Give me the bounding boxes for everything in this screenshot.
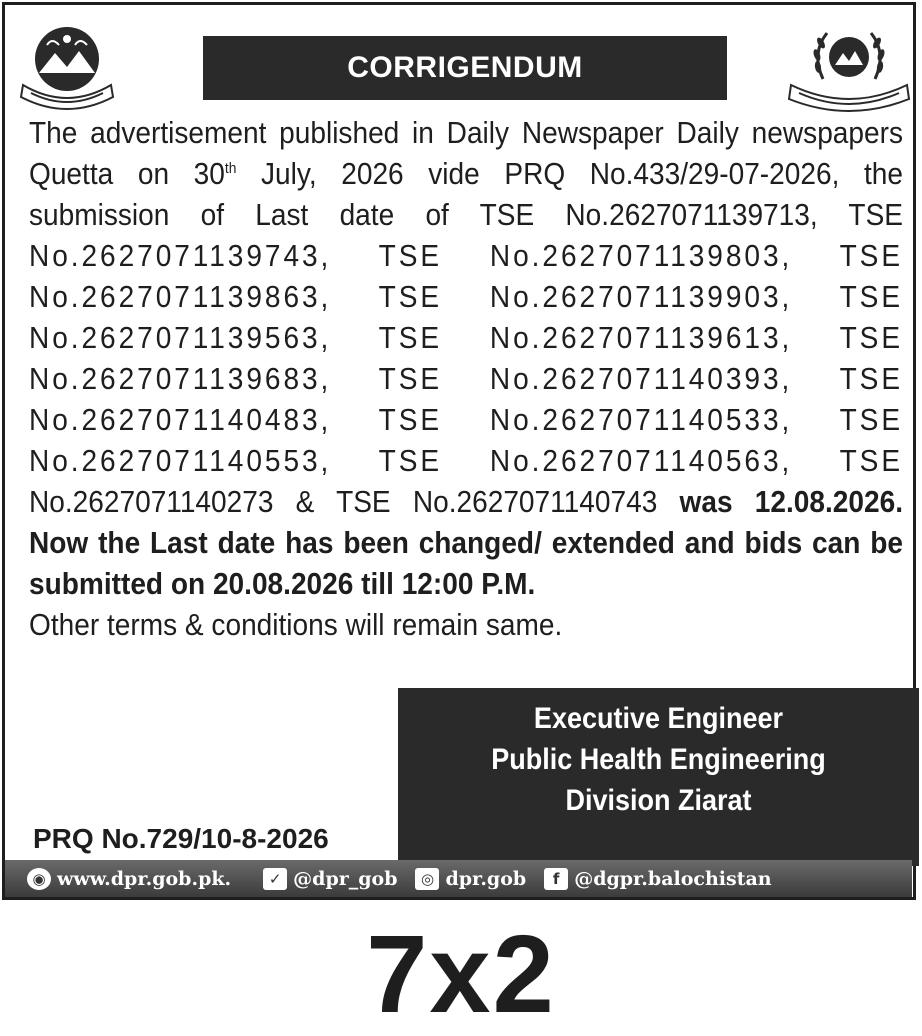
footer-bar xyxy=(5,860,912,897)
dgpr-emblem-logo xyxy=(787,23,911,113)
notice-body xyxy=(29,113,903,646)
signature-title: Executive Engineer xyxy=(533,702,784,735)
facebook-icon: f xyxy=(544,868,568,890)
notice-line: submission of Last date of TSE No.2627071139713, TSE xyxy=(29,198,903,232)
notice-line: No.2627071140553, TSE No.2627071140563, TSE xyxy=(29,444,903,478)
notice-line: No.2627071139563, TSE No.2627071139613, TSE xyxy=(29,321,903,355)
footer-instagram[interactable]: ◎ dpr.gob xyxy=(415,868,526,890)
ad-size-label: 7x2 xyxy=(366,913,556,1036)
notice-line: No.2627071140273 & TSE No.2627071140743 was 12.08.2026. xyxy=(29,485,903,519)
closing-line: Other terms & conditions will remain same. xyxy=(29,608,563,642)
footer-website[interactable]: ◉ www.dpr.gob.pk. xyxy=(27,868,231,890)
notice-line: No.2627071139683, TSE No.2627071140393, TSE xyxy=(29,362,903,396)
notice-line: Quetta on 30th July, 2026 vide PRQ No.433/29-07-2026, the xyxy=(29,157,903,191)
footer-twitter[interactable]: ✓ @dpr_gob xyxy=(263,868,397,890)
notice-line: No.2627071139743, TSE No.2627071139803, TSE xyxy=(29,239,903,273)
extension-line: Now the Last date has been changed/ extended and bids can be xyxy=(29,526,903,560)
notice-line: The advertisement published in Daily Newspaper Daily newspapers xyxy=(29,116,903,150)
signature-division: Division Ziarat xyxy=(565,784,752,817)
extension-line: submitted on 20.08.2026 till 12:00 P.M. xyxy=(29,567,536,601)
instagram-icon: ◎ xyxy=(415,868,439,890)
prq-number: PRQ No.729/10-8-2026 xyxy=(33,823,329,854)
twitter-icon: ✓ xyxy=(263,868,287,890)
advertisement-frame xyxy=(2,2,916,900)
original-date: was 12.08.2026. xyxy=(679,485,903,519)
signature-department: Public Health Engineering xyxy=(491,743,826,776)
corrigendum-title: CORRIGENDUM xyxy=(203,36,727,100)
footer-facebook[interactable]: f @dgpr.balochistan xyxy=(544,868,771,890)
balochistan-seal-logo xyxy=(17,23,117,113)
notice-line: No.2627071140483, TSE No.2627071140533, TSE xyxy=(29,403,903,437)
signature-block xyxy=(398,688,919,866)
globe-icon: ◉ xyxy=(27,868,51,890)
notice-line: No.2627071139863, TSE No.2627071139903, TSE xyxy=(29,280,903,314)
